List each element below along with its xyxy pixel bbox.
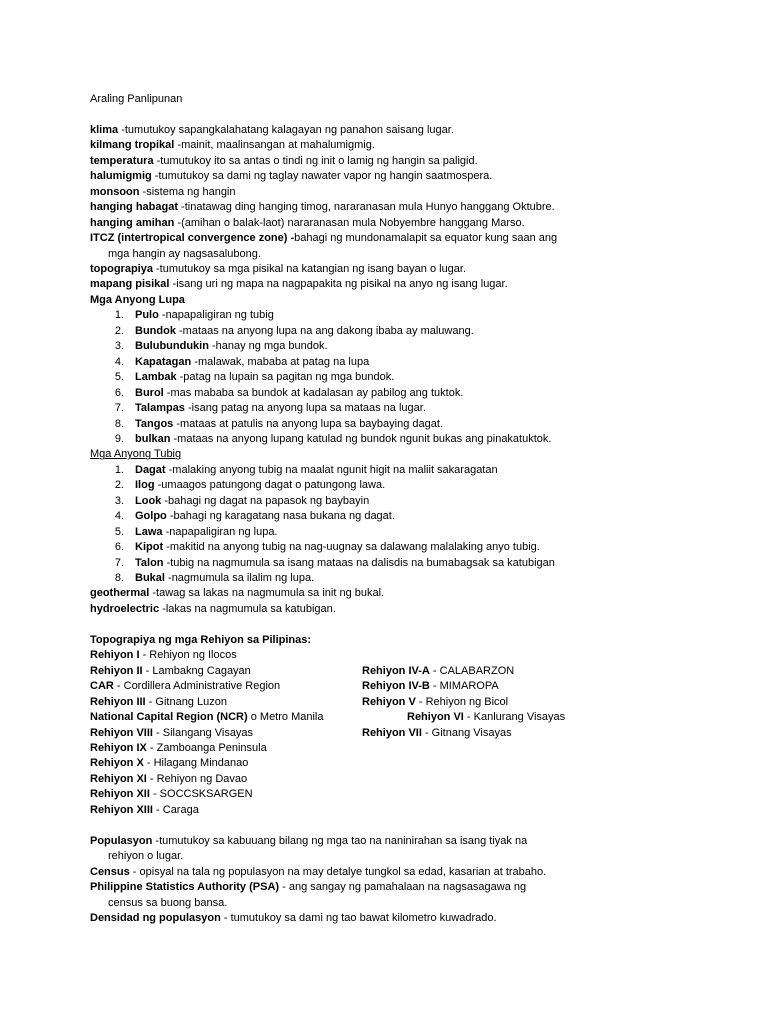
anyong-lupa-list [90,308,700,447]
definition-text: - Zamboanga Peninsula [146,742,267,754]
document-title: Araling Panlipunan [90,93,183,105]
list-definition: -makitid na anyong tubig na nag-uugnay sa dalawang malalaking anyo tubig. [163,541,540,554]
definition-term: National Capital Region (NCR) [90,711,248,724]
definition-term: monsoon [90,185,140,198]
list-term: Kipot [135,541,164,554]
definition-term: Rehiyon XII [90,788,150,801]
list-number: 8. [114,572,124,585]
list-definition: -mataas na anyong lupang katulad ng bundok ngunit bukas ang pinakatuktok. [170,432,552,445]
list-number: 8. [114,417,124,430]
definition-text: - Hilagang Mindanao [143,757,249,770]
anyong-tubig-list [90,463,700,587]
definition-text: - opisyal na tala ng populasyon na may detalye tungkol sa edad, kasarian at trabaho. [129,865,547,878]
list-item [90,417,700,432]
definition-text: - Cordillera Administrative Region [113,680,281,693]
region-item [362,664,682,679]
definition-text: - SOCCSKSARGEN [149,788,253,801]
list-definition: -bahagi ng dagat na papasok ng baybayin [161,494,370,507]
anyong-lupa-heading: Mga Anyong Lupa [90,293,185,306]
list-item [90,540,700,555]
definition-term: Rehiyon VI [407,711,464,724]
definition-text: -mainit, maalinsangan at mahalumigmig. [174,139,375,152]
region-item [362,710,682,725]
definition-text: - Silangang Visayas [152,726,254,739]
list-number: 7. [114,556,124,569]
list-item [90,370,700,385]
list-definition: -napapaligiran ng lupa. [162,525,278,538]
definition-text: - tumutukoy sa dami ng tao bawat kilometro kuwadrado. [220,911,497,924]
definition-text: - Rehiyon ng Ilocos [139,649,237,662]
region-item [90,679,360,694]
list-number: 9. [114,432,124,445]
definition-term: Populasyon [90,834,153,847]
list-definition: -mataas na anyong lupa na ang dakong ibaba ay maluwang. [175,324,474,337]
population-item [90,834,700,849]
definition-text: -sistema ng hangin [139,185,236,198]
list-term: Bukal [135,572,165,585]
list-number: 6. [114,541,124,554]
list-number: 3. [114,494,124,507]
definition-item [90,262,700,277]
list-number: 2. [114,479,124,492]
definition-itcz [90,231,700,246]
list-item [90,478,700,493]
list-definition: -patag na lupain sa pagitan ng mga bundok. [176,371,395,384]
list-item [90,525,700,540]
definition-term: geothermal [90,587,150,600]
definition-text: - ang sangay ng pamahalaan na nagsasagawa ng [279,881,527,894]
definition-term: Rehiyon IV-A [362,664,430,677]
population-item-continued: census sa buong bansa. [108,896,228,909]
region-item [90,772,360,787]
definition-text: - Gitnang Visayas [421,726,512,739]
region-item [90,741,360,756]
list-item [90,308,700,323]
definition-item [90,216,700,231]
anyong-tubig-heading: Mga Anyong Tubig [90,448,182,461]
definition-item [90,169,700,184]
definition-text: - MIMAROPA [429,680,499,693]
definition-text: -lakas na nagmumula sa katubigan. [159,602,336,615]
definition-item [90,277,700,292]
definition-text: -tawag sa lakas na nagmumula sa init ng bukal. [149,587,385,600]
region-item [90,648,360,663]
definition-term: halumigmig [90,170,152,183]
list-number: 2. [114,324,124,337]
definition-term: CAR [90,680,114,693]
list-item [90,494,700,509]
list-number: 3. [114,340,124,353]
definition-term: Rehiyon IV-B [362,680,430,693]
document-page [90,92,700,926]
definition-text: -tinatawag ding hanging timog, nararanasan mula Hunyo hanggang Oktubre. [178,201,555,214]
list-number: 1. [114,463,124,476]
energy-definitions [90,586,700,617]
population-item [90,911,700,926]
definition-term: Rehiyon I [90,649,140,662]
regions-table [90,648,700,818]
list-term: Bundok [135,324,176,337]
list-term: bulkan [135,432,171,445]
list-definition: -tubig na nagmumula sa isang mataas na dalisdis na bumabagsak sa katubigan [163,556,555,569]
list-term: Talon [135,556,164,569]
list-term: Lawa [135,525,163,538]
definition-itcz-continued: mga hangin ay nagsasalubong. [108,247,261,260]
list-term: Kapatagan [135,355,192,368]
definition-term: hanging habagat [90,201,178,214]
definition-text: -isang uri ng mapa na nagpapakita ng pisikal na anyo ng isang lugar. [169,278,508,291]
definition-term: klima [90,123,119,136]
definition-term: Densidad ng populasyon [90,911,221,924]
definition-term: mapang pisikal [90,278,170,291]
definition-item [90,123,700,138]
definition-text: -tumutukoy sa kabuuang bilang ng mga tao na naninirahan sa isang tiyak na [152,834,528,847]
regions-heading: Topograpiya ng mga Rehiyon sa Pilipinas: [90,633,312,646]
region-item [90,710,360,725]
definition-term: Rehiyon II [90,664,143,677]
region-item [90,695,360,710]
region-item [90,664,360,679]
definition-text: -(amihan o balak-laot) nararanasan mula Nobyembre hanggang Marso. [174,216,525,229]
definition-text: -tumutukoy sapangkalahatang kalagayan ng panahon saisang lugar. [118,123,454,136]
list-item [90,355,700,370]
list-number: 5. [114,371,124,384]
list-definition: -malawak, mababa at patag na lupa [191,355,370,368]
definitions-list-2 [90,262,700,293]
definition-text: -tumutukoy sa mga pisikal na katangian ng isang bayan o lugar. [152,262,467,275]
definition-term: Rehiyon XIII [90,803,153,816]
region-item [90,803,360,818]
definition-term: topograpiya [90,262,153,275]
list-item [90,324,700,339]
list-term: Bulubundukin [135,340,209,353]
energy-item [90,602,700,617]
definition-item [90,200,700,215]
population-definitions [90,834,700,927]
population-item [90,880,700,895]
list-definition: -umaagos patungong dagat o patungong lawa. [154,479,386,492]
definition-term: Census [90,865,130,878]
list-item [90,571,700,586]
list-item [90,556,700,571]
list-number: 7. [114,402,124,415]
definition-text: -tumutukoy ito sa antas o tindi ng init o lamig ng hangin sa paligid. [153,154,478,167]
definition-term: Rehiyon X [90,757,144,770]
list-term: Look [135,494,162,507]
list-item [90,463,700,478]
region-item [90,726,360,741]
list-item [90,339,700,354]
definition-text: - Lambakng Cagayan [142,664,251,677]
list-definition: -nagmumula sa ilalim ng lupa. [164,572,315,585]
population-item [90,865,700,880]
list-term: Talampas [135,402,185,415]
list-definition: -hanay ng mga bundok. [208,340,328,353]
list-number: 6. [114,386,124,399]
list-term: Lambak [135,371,177,384]
definition-term: temperatura [90,154,154,167]
definition-item [90,138,700,153]
definition-term: ITCZ (intertropical convergence zone) - [90,232,295,245]
population-item-continued: rehiyon o lugar. [108,850,184,863]
definition-text: - Gitnang Luzon [145,695,227,708]
list-term: Dagat [135,463,166,476]
region-item [362,679,682,694]
definition-item [90,154,700,169]
definition-term: Rehiyon V [362,695,416,708]
region-item [90,756,360,771]
list-term: Tangos [135,417,174,430]
list-term: Pulo [135,309,159,322]
list-number: 1. [114,309,124,322]
list-definition: -malaking anyong tubig na maalat ngunit higit na maliit sakaragatan [165,463,498,476]
definition-term: hydroelectric [90,602,160,615]
definition-text: - Rehiyon ng Davao [146,772,248,785]
definition-term: hanging amihan [90,216,175,229]
list-item [90,432,700,447]
list-term: Golpo [135,510,167,523]
definition-text: - CALABARZON [429,664,515,677]
list-definition: -bahagi ng karagatang nasa bukana ng dagat. [166,510,395,523]
definition-item [90,185,700,200]
definition-text: - Rehiyon ng Bicol [415,695,509,708]
list-number: 4. [114,355,124,368]
definition-term: Rehiyon IX [90,742,147,754]
list-definition: -isang patag na anyong lupa sa mataas na lugar. [184,402,426,415]
list-item [90,509,700,524]
definitions-list [90,123,700,231]
definition-term: Rehiyon XI [90,772,147,785]
definition-text: o Metro Manila [247,711,324,724]
list-term: Ilog [135,479,155,492]
definition-text: - Caraga [152,803,199,816]
region-item [362,695,682,710]
definition-text: -tumutukoy sa dami ng taglay nawater vapor ng hangin saatmospera. [151,170,493,183]
list-term: Burol [135,386,164,399]
list-definition: -mataas at patulis na anyong lupa sa baybaying dagat. [173,417,443,430]
definition-text: - Kanlurang Visayas [463,711,566,724]
definition-term: Philippine Statistics Authority (PSA) [90,881,280,894]
definition-text: bahagi ng mundonamalapit sa equator kung saan ang [294,232,558,245]
definition-term: Rehiyon III [90,695,146,708]
definition-term: Rehiyon VII [362,726,422,739]
definition-term: Rehiyon VIII [90,726,153,739]
regions-right-column [362,664,682,741]
definition-term: kilmang tropikal [90,139,175,152]
region-item [362,726,682,741]
list-number: 5. [114,525,124,538]
region-item [90,787,360,802]
list-item [90,401,700,416]
list-item [90,386,700,401]
list-definition: -mas mababa sa bundok at kadalasan ay pabilog ang tuktok. [163,386,464,399]
energy-item [90,586,700,601]
list-number: 4. [114,510,124,523]
regions-left-column [90,648,360,818]
list-definition: -napapaligiran ng tubig [158,309,274,322]
